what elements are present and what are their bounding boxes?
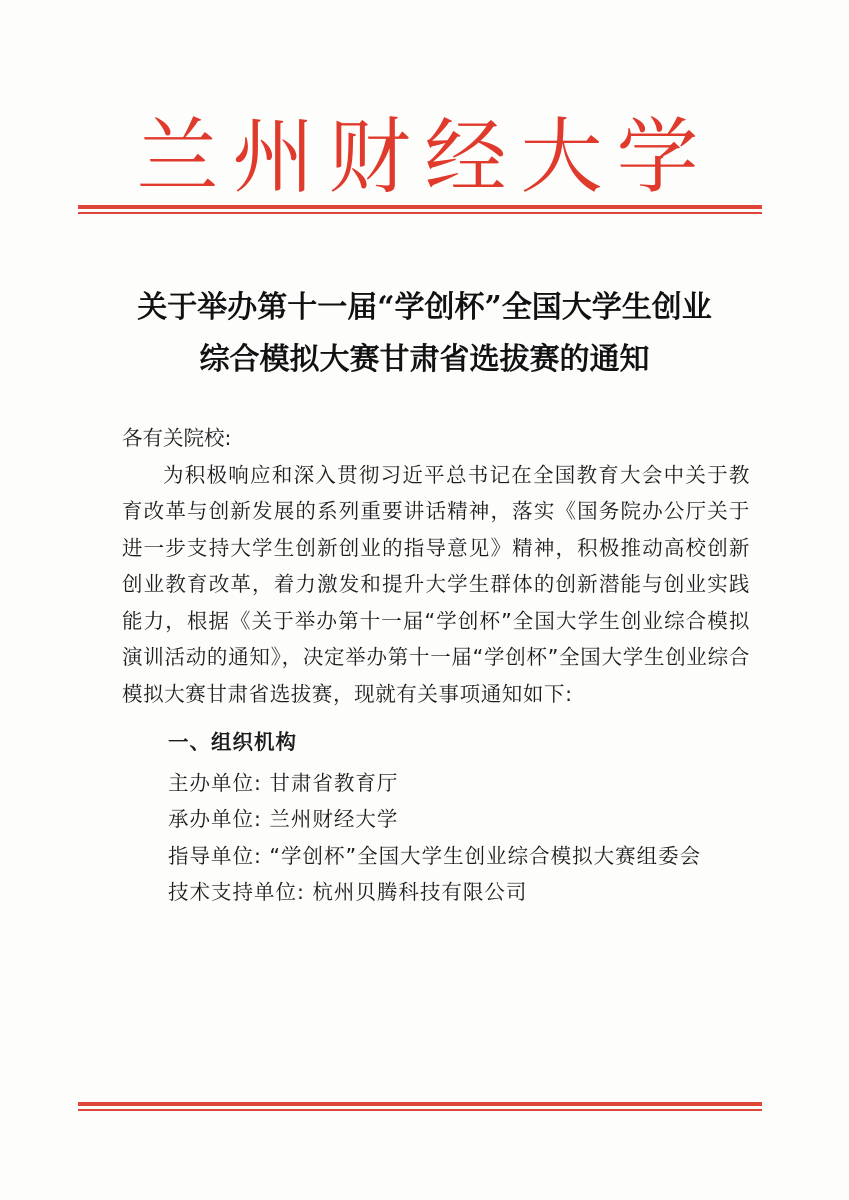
divider-thick-line xyxy=(78,205,762,209)
salutation: 各有关院校: xyxy=(122,426,232,450)
intro-paragraph: 为积极响应和深入贯彻习近平总书记在全国教育大会中关于教育改革与创新发展的系列重要讲话精神，落实《国务院办公厅关于进一步支持大学生创新创业的指导意见》精神，积极推动高校创新创业教育改革，着力激发和提升大学生群体的创新潜能与创业实践能力，根据《关于举办第十一届“学创杯”全国大学生创业综合模拟演训活动的通知》，决定举办第十一届“学创杯”全国大学生创业综合模拟大赛甘肃省选拔赛，现就有关事项通知如下: xyxy=(122,462,750,706)
divider-thin-line xyxy=(78,212,762,214)
section-heading-organization: 一、组织机构 xyxy=(168,730,297,754)
letterhead-divider xyxy=(78,205,762,214)
notice-title-line-2: 综合模拟大赛甘肃省选拔赛的通知 xyxy=(199,342,650,377)
footer-divider-thick-line xyxy=(78,1102,762,1106)
letterhead-title: 兰州财经大学 xyxy=(136,110,713,205)
footer-divider-thin-line xyxy=(78,1109,762,1111)
org-tech-support: 技术支持单位: 杭州贝腾科技有限公司 xyxy=(168,880,528,904)
org-organizer: 承办单位: 兰州财经大学 xyxy=(168,807,399,831)
org-guidance: 指导单位: “学创杯”全国大学生创业综合模拟大赛组委会 xyxy=(168,843,702,868)
notice-title xyxy=(0,282,849,386)
notice-body xyxy=(122,420,750,911)
footer-divider xyxy=(78,1102,762,1111)
org-host: 主办单位: 甘肃省教育厅 xyxy=(168,770,399,795)
organization-list xyxy=(122,765,750,911)
notice-title-line-1: 关于举办第十一届“学创杯”全国大学生创业 xyxy=(137,290,712,325)
